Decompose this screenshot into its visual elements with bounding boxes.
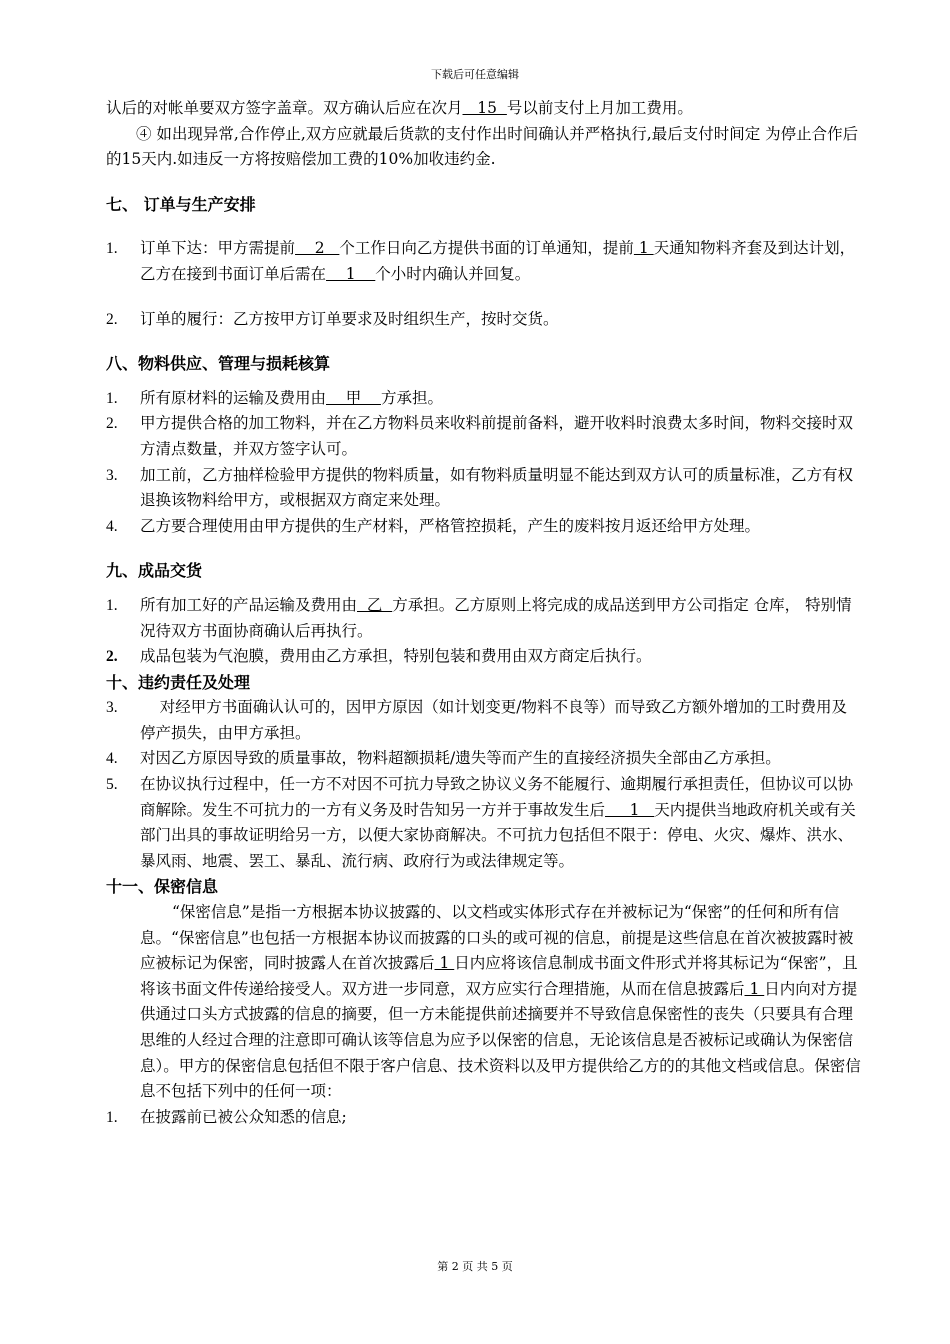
list-item: 3. 加工前，乙方抽样检验甲方提供的物料质量，如有物料质量明显不能达到双方认可的质量标准，乙方有权退换该物料给甲方，或根据双方商定来处理。	[106, 465, 854, 510]
list-item: 3. 对经甲方书面确认认可的，因甲方原因（如计划变更/物料不良等）而导致乙方额外增加的工时费用及停产损失，由甲方承担。	[106, 698, 847, 742]
list-item: 5. 在协议执行过程中，任一方不对因不可抗力导致之协议义务不能履行、逾期履行承担责任，但协议可以协商解除。发生不可抗力的一方有义务及时告知另一方并于事故发生后 1 天内提供当地政府机关或有关部门出具的事故证明给另一方，以便大家协商解决。不可抗力包括但不限于：停电、火灾、爆炸、洪水、暴风雨、地震、罢工、暴乱、流行病、政府行为或法律规定等。	[106, 775, 856, 870]
list-item: 1. 所有加工好的产品运输及费用由 乙 方承担。乙方原则上将完成的成品送到甲方公司指定 仓库， 特别情况待双方书面协商确认后再执行。	[106, 595, 852, 640]
section-10-heading: 十、违约责任及处理	[106, 672, 251, 692]
section-8-heading: 八、物料供应、管理与损耗核算	[106, 354, 331, 374]
page-footer: 第 2 页 共 5 页	[437, 1260, 513, 1273]
list-item: 2. 甲方提供合格的加工物料，并在乙方物料员来收料前提前备料，避开收料时浪费太多时间，物料交接时双方清点数量，并双方签字认可。	[106, 414, 854, 458]
list-item: 1. 在披露前已被公众知悉的信息;	[106, 1107, 347, 1126]
section-9-heading: 九、成品交货	[106, 561, 203, 581]
section-11-heading: 十一、保密信息	[106, 877, 219, 897]
page-content	[106, 96, 862, 1130]
list-item: 1. 订单下达：甲方需提前 2 个工作日向乙方提供书面的订单通知，提前 1 天通知物料齐套及到达计划，乙方在接到书面订单后需在 1 个小时内确认并回复。	[106, 239, 856, 283]
list-item: 2. 订单的履行：乙方按甲方订单要求及时组织生产，按时交货。	[106, 309, 559, 328]
list-item: 1. 所有原材料的运输及费用由 甲 方承担。	[106, 388, 443, 407]
page-header: 下载后可任意编辑	[431, 68, 519, 81]
list-item: 2. 成品包装为气泡膜，费用由乙方承担，特别包装和费用由双方商定后执行。	[106, 647, 652, 666]
paragraph-abnormal-stop: ④ 如出现异常,合作停止,双方应就最后货款的支付作出时间确认并严格执行,最后支付时间定 为停止合作后的15天内.如违反一方将按赔偿加工费的10%加收违约金.	[106, 124, 859, 169]
paragraph-payment-confirm: 认后的对帐单要双方签字盖章。双方确认后应在次月 15 号以前支付上月加工费用。	[106, 99, 693, 117]
list-item: 4. 对因乙方原因导致的质量事故，物料超额损耗/遗失等而产生的直接经济损失全部由乙方承担。	[106, 749, 781, 768]
confidential-paragraph: “保密信息”是指一方根据本协议披露的、以文档或实体形式存在并被标记为“保密”的任何和所有信息。“保密信息”也包括一方根据本协议而披露的口头的或可视的信息，前提是这些信息在首次被披露时被应被标记为保密，同时披露人在首次披露后 1 日内应将该信息制成书面文件形式并将其标记为“保密”，且将该书面文件传递给接受人。双方进一步同意，双方应实行合理措施，从而在信息披露后 1 日内向对方提供通过口头方式披露的信息的摘要，但一方未能提供前述摘要并不导致信息保密性的丧失（只要具有合理思维的人经过合理的注意即可确认该等信息为应予以保密的信息，无论该信息是否被标记或确认为保密信息）。甲方的保密信息包括但不限于客户信息、技术资料以及甲方提供给乙方的的其他文档或信息。保密信息不包括下列中的任何一项：	[140, 903, 861, 1101]
list-item: 4. 乙方要合理使用由甲方提供的生产材料，严格管控损耗，产生的废料按月返还给甲方处理。	[106, 516, 761, 535]
section-7-heading: 七、 订单与生产安排	[106, 194, 256, 214]
